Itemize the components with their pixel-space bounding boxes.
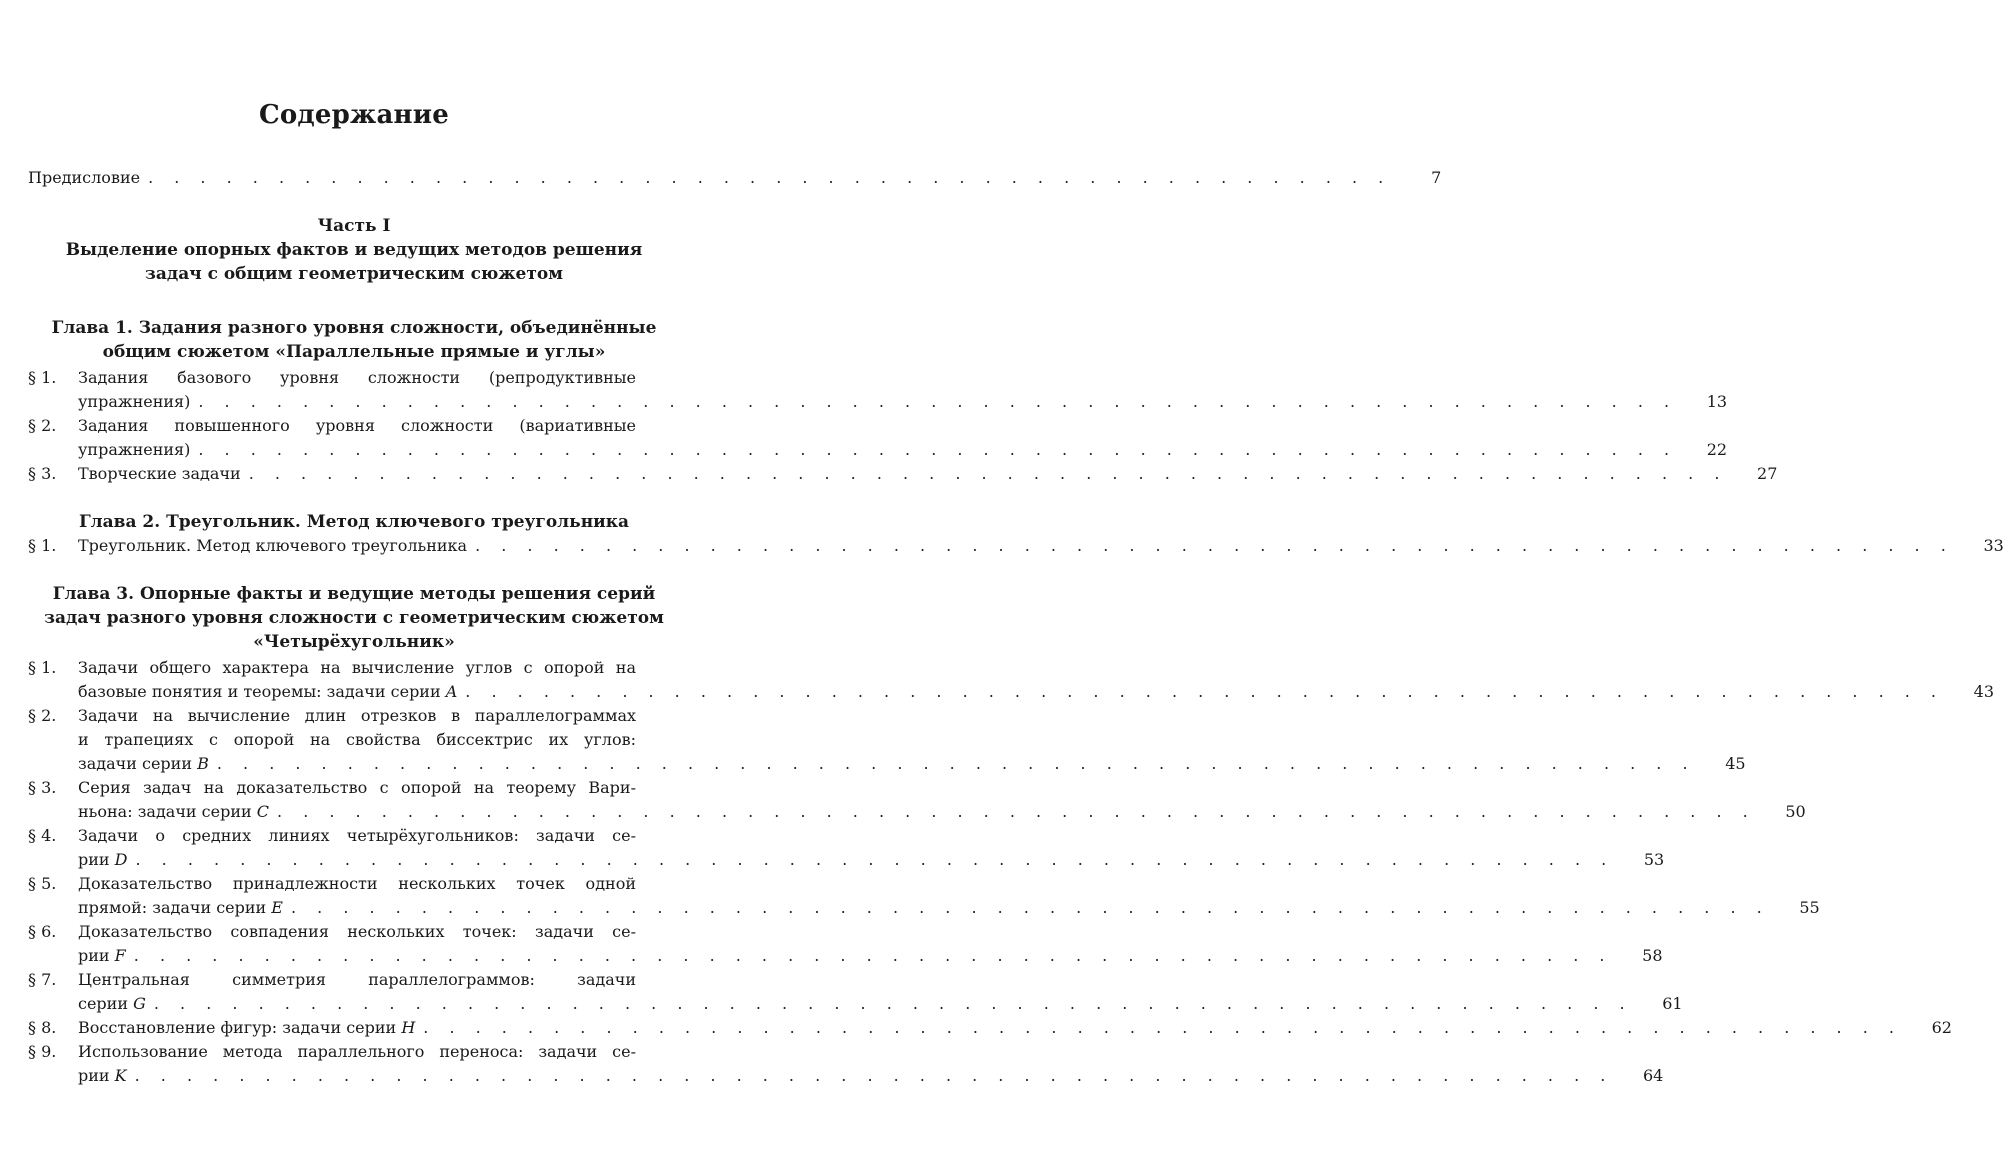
section-text: Центральная симметрия параллелограммов: задачи <box>78 970 636 989</box>
chapter-3-line1: Глава 3. Опорные факты и ведущие методы решения серий <box>52 584 656 604</box>
leader-dots: . . . . . . . . . . . . . . . . . . . . . . . . . . . . . . . . . . . . . . . . . . . . . . . . . . . . . . . . . <box>135 850 1615 869</box>
section-text: прямой: задачи серии E <box>78 898 283 917</box>
section-body <box>78 824 1665 872</box>
chapter-1-line1: Глава 1. Задания разного уровня сложности, объединённые <box>51 318 657 338</box>
section-body <box>78 414 1728 462</box>
section-last-line <box>78 438 1728 462</box>
section-text: Треугольник. Метод ключевого треугольника <box>78 536 468 555</box>
section-number: § 3. <box>28 778 57 797</box>
section-body <box>78 968 1683 1016</box>
section-last-line <box>78 680 1995 704</box>
page-number: 61 <box>1662 994 1683 1013</box>
leader-dots: . . . . . . . . . . . . . . . . . . . . . . . . . . . . . . . . . . . . . . . . . . . . . . . . . . . . . . . . . <box>153 994 1633 1013</box>
series-letter: B <box>197 754 209 773</box>
section-text: ньона: задачи серии C <box>78 802 270 821</box>
section-text: Задачи на вычисление длин отрезков в параллелограммах <box>78 706 636 725</box>
section-body <box>78 1016 1952 1040</box>
section-body <box>78 704 1746 776</box>
section-last-line <box>78 800 1806 824</box>
series-letter: E <box>271 898 283 917</box>
section-text-line <box>78 872 680 896</box>
series-letter: A <box>445 682 458 701</box>
section-body <box>78 776 1806 824</box>
leader-dots: . . . . . . . . . . . . . . . . . . . . . . . . . . . . . . . . . . . . . . . . . . . . . . . . . . . . . . . . . <box>198 440 1678 459</box>
leader-dots: . . . . . . . . . . . . . . . . . . . . . . . . . . . . . . . . . . . . . . . . . . . . . . . . . . . . . . . . . <box>216 754 1696 773</box>
part-label: Часть I <box>317 216 391 236</box>
section-text-line <box>78 414 680 438</box>
section-text: рии F <box>78 946 126 965</box>
section-number: § 5. <box>28 874 57 893</box>
section-text: упражнения) <box>78 440 191 459</box>
section-text-line <box>78 968 680 992</box>
part-title-line1: Выделение опорных фактов и ведущих методов решения <box>65 240 643 260</box>
section-text-line <box>78 824 680 848</box>
series-letter: C <box>256 802 270 821</box>
section-text: серии G <box>78 994 146 1013</box>
chapter-3-line3: «Четырёхугольник» <box>253 632 455 652</box>
section-last-line <box>78 1016 1952 1040</box>
section-number: § 1. <box>28 536 57 555</box>
section-text: Доказательство принадлежности нескольких точек одной <box>78 874 636 893</box>
section-text: задачи серии B <box>78 754 209 773</box>
chapter-2-heading[interactable] <box>28 510 680 534</box>
page-number: 7 <box>1431 168 1442 187</box>
section-body <box>78 920 1663 968</box>
section-last-line <box>78 752 1746 776</box>
section-text-line <box>78 776 680 800</box>
section-text: Задания базового уровня сложности (репродуктивные <box>78 368 636 387</box>
part-title-line2: задач с общим геометрическим сюжетом <box>145 264 563 284</box>
leader-dots: . . . . . . . . . . . . . . . . . . . . . . . . . . . . . . . . . . . . . . . . . . . . . . . . . . . . . . . . . <box>277 802 1756 821</box>
section-number: § 2. <box>28 416 57 435</box>
part-heading <box>28 214 680 286</box>
section-text-line <box>78 1040 680 1064</box>
section-body <box>78 1040 1664 1088</box>
leader-dots: . . . . . . . . . . . . . . . . . . . . . . . . . . . . . . . . . . . . . . . . . . . . . . . . . . . . . . . . . <box>133 946 1613 965</box>
section-last-line <box>78 462 1778 486</box>
section-text: рии K <box>78 1066 127 1085</box>
section-text: упражнения) <box>78 392 191 411</box>
leader-dots: . . . . . . . . . . . . . . . . . . . . . . . . . . . . . . . . . . . . . . . . . . . . . . . . . . . . . . . . . <box>465 682 1945 701</box>
section-body <box>78 462 1778 486</box>
section-number: § 4. <box>28 826 57 845</box>
section-text: Задачи о средних линиях четырёхугольников: задачи се- <box>78 826 636 845</box>
section-text: Задания повышенного уровня сложности (вариативные <box>78 416 636 435</box>
series-letter: K <box>114 1066 127 1085</box>
section-number: § 9. <box>28 1042 57 1061</box>
section-body <box>78 366 1728 414</box>
section-body <box>78 534 2004 558</box>
section-text-line <box>78 704 680 728</box>
page-number: 33 <box>1983 536 2004 555</box>
section-text: Использование метода параллельного переноса: задачи се- <box>78 1042 636 1061</box>
section-body <box>78 656 1995 704</box>
section-last-line <box>78 944 1663 968</box>
section-last-line <box>78 1064 1664 1088</box>
page-number: 50 <box>1785 802 1806 821</box>
chapter-1-line2: общим сюжетом «Параллельные прямые и углы» <box>102 342 606 362</box>
section-text-line <box>78 728 680 752</box>
chapter-3-line2: задач разного уровня сложности с геометрическим сюжетом <box>44 608 664 628</box>
section-last-line <box>78 390 1728 414</box>
section-number: § 1. <box>28 368 57 387</box>
section-last-line <box>78 534 2004 558</box>
chapter-2-line1: Глава 2. Треугольник. Метод ключевого треугольника <box>78 512 630 532</box>
series-letter: F <box>114 946 126 965</box>
section-number: § 7. <box>28 970 57 989</box>
section-text: и трапециях с опорой на свойства биссектрис их углов: <box>78 730 636 749</box>
page-number: 27 <box>1757 464 1778 483</box>
section-text-line <box>78 366 680 390</box>
chapter-3-heading[interactable] <box>28 582 680 654</box>
page-number: 55 <box>1799 898 1820 917</box>
leader-dots: . . . . . . . . . . . . . . . . . . . . . . . . . . . . . . . . . . . . . . . . . . . . . . . . <box>148 168 1392 187</box>
section-body <box>78 872 1820 920</box>
page-number: 64 <box>1642 1066 1664 1085</box>
section-text: базовые понятия и теоремы: задачи серии A <box>78 682 458 701</box>
section-last-line <box>78 896 1820 920</box>
section-text: Доказательство совпадения нескольких точек: задачи се- <box>78 922 636 941</box>
entry-label: Предисловие <box>28 168 141 187</box>
section-text: Восстановление фигур: задачи серии H <box>78 1018 416 1037</box>
leader-dots: . . . . . . . . . . . . . . . . . . . . . . . . . . . . . . . . . . . . . . . . . . . . . . . . . . . . . . . . . <box>134 1066 1614 1085</box>
section-number: § 6. <box>28 922 57 941</box>
page-number: 53 <box>1643 850 1665 869</box>
section-number: § 2. <box>28 706 57 725</box>
page-title: Содержание <box>258 100 450 130</box>
leader-dots: . . . . . . . . . . . . . . . . . . . . . . . . . . . . . . . . . . . . . . . . . . . . . . . . . . . . . . . . . <box>248 464 1728 483</box>
toc-entry-preface[interactable] <box>28 166 1442 190</box>
page-number: 13 <box>1706 392 1728 411</box>
page-number: 58 <box>1642 946 1663 965</box>
page-number: 22 <box>1706 440 1728 459</box>
leader-dots: . . . . . . . . . . . . . . . . . . . . . . . . . . . . . . . . . . . . . . . . . . . . . . . . . . . . . . . . . <box>198 392 1678 411</box>
section-last-line <box>78 992 1683 1016</box>
section-text: Творческие задачи <box>78 464 241 483</box>
series-letter: G <box>133 994 146 1013</box>
chapter-1-heading[interactable] <box>28 316 680 364</box>
section-number: § 1. <box>28 658 57 677</box>
leader-dots: . . . . . . . . . . . . . . . . . . . . . . . . . . . . . . . . . . . . . . . . . . . . . . . . . . . . . . . . . <box>290 898 1770 917</box>
section-text-line <box>78 920 680 944</box>
section-number: § 3. <box>28 464 57 483</box>
leader-dots: . . . . . . . . . . . . . . . . . . . . . . . . . . . . . . . . . . . . . . . . . . . . . . . . . . . . . . . . . <box>475 536 1954 555</box>
section-text: рии D <box>78 850 128 869</box>
section-text: Задачи общего характера на вычисление углов с опорой на <box>78 658 636 677</box>
section-last-line <box>78 848 1665 872</box>
section-text-line <box>78 656 680 680</box>
section-text: Серия задач на доказательство с опорой на теорему Вари- <box>78 778 636 797</box>
series-letter: D <box>114 850 128 869</box>
page-number: 62 <box>1931 1018 1952 1037</box>
section-number: § 8. <box>28 1018 57 1037</box>
leader-dots: . . . . . . . . . . . . . . . . . . . . . . . . . . . . . . . . . . . . . . . . . . . . . . . . . . . . . . . . . <box>423 1018 1902 1037</box>
page-number: 45 <box>1725 754 1746 773</box>
series-letter: H <box>401 1018 416 1037</box>
page-number: 43 <box>1973 682 1995 701</box>
